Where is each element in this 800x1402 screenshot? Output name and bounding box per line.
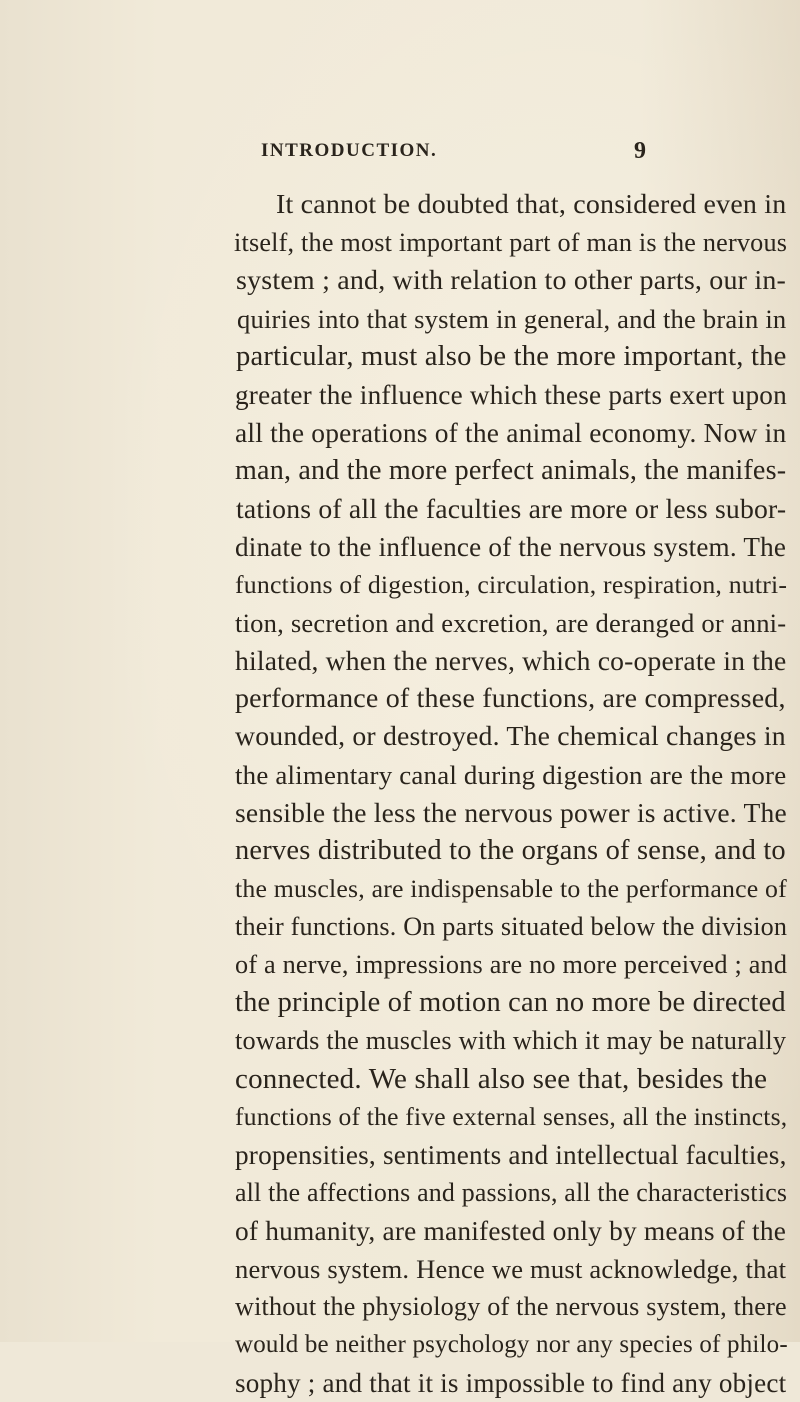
text-line: sophy ; and that it is impossible to find any object	[235, 1368, 787, 1398]
text-line: hilated, when the nerves, which co-operate in the	[235, 645, 787, 676]
text-line: towards the muscles with which it may be naturally	[235, 1026, 787, 1055]
running-head: INTRODUCTION.	[261, 140, 438, 161]
text-line: functions of the five external senses, all the instincts,	[235, 1102, 788, 1131]
text-line: quiries into that system in general, and the brain in	[237, 304, 787, 334]
text-line: would be neither psychology nor any species of philo-	[235, 1331, 788, 1358]
text-line: dinate to the influence of the nervous system. The	[235, 532, 787, 562]
page-number: 9	[634, 138, 646, 164]
page-header	[0, 140, 800, 170]
text-line: all the operations of the animal economy. Now in	[235, 418, 787, 448]
text-line: the muscles, are indispensable to the performance of	[235, 874, 787, 903]
text-line: the alimentary canal during digestion are the more	[235, 760, 787, 790]
text-line: tion, secretion and excretion, are deranged or anni-	[235, 608, 787, 638]
text-line: sensible the less the nervous power is active. The	[235, 797, 787, 828]
text-line: performance of these functions, are compressed,	[235, 683, 786, 714]
text-line: without the physiology of the nervous system, there	[235, 1292, 787, 1321]
text-line: itself, the most important part of man is the nervous	[234, 228, 788, 257]
text-line: functions of digestion, circulation, respiration, nutri-	[235, 570, 788, 599]
text-line: wounded, or destroyed. The chemical changes in	[235, 721, 786, 752]
text-line: the principle of motion can no more be directed	[235, 987, 786, 1018]
text-line: nervous system. Hence we must acknowledge, that	[235, 1254, 787, 1284]
text-line: man, and the more perfect animals, the manifes-	[235, 455, 787, 486]
text-line: of a nerve, impressions are no more perceived ; and	[235, 950, 788, 979]
text-line: propensities, sentiments and intellectual faculties,	[235, 1140, 787, 1170]
text-line: system ; and, with relation to other parts, our in-	[236, 265, 787, 296]
text-line: greater the influence which these parts exert upon	[235, 380, 787, 410]
text-line: particular, must also be the more important, the	[236, 341, 787, 372]
text-line: tations of all the faculties are more or less subor-	[236, 493, 787, 524]
text-line: connected. We shall also see that, besides the	[235, 1063, 768, 1095]
text-line: of humanity, are manifested only by means of the	[235, 1216, 787, 1246]
text-line: their functions. On parts situated below the division	[235, 912, 788, 941]
text-line: It cannot be doubted that, considered even in	[276, 189, 787, 220]
text-line: all the affections and passions, all the characteristics	[235, 1178, 788, 1207]
text-line: nerves distributed to the organs of sense, and to	[235, 835, 786, 866]
